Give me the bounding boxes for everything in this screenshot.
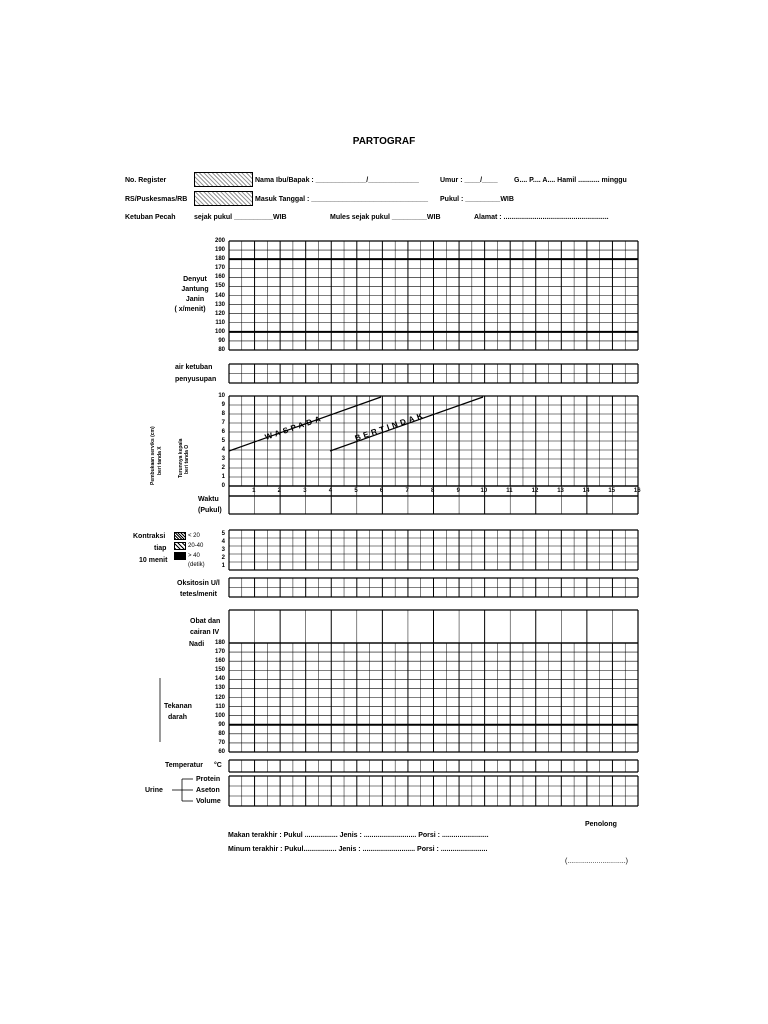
cervix-tick-4: 4 xyxy=(221,447,225,453)
sejak-field[interactable]: sejak pukul __________WIB xyxy=(194,214,287,221)
nadi-tick-80: 80 xyxy=(218,730,225,737)
hour-label-5: 5 xyxy=(354,488,358,494)
oksitosin-label-2: tetes/menit xyxy=(180,591,217,598)
djj-tick-180: 180 xyxy=(214,256,225,263)
nama-field[interactable]: Nama Ibu/Bapak : _____________/_____________ xyxy=(255,177,419,184)
djj-label-4: ( x/menit) xyxy=(174,306,206,313)
nadi-tick-120: 120 xyxy=(214,694,225,701)
djj-tick-140: 140 xyxy=(214,292,225,299)
kontraksi-label-2: tiap xyxy=(154,545,167,552)
cervix-tick-1: 1 xyxy=(221,474,225,480)
ketuban-label: Ketuban Pecah xyxy=(125,214,176,221)
waspada-text: WASPADA xyxy=(263,413,325,442)
nadi-tick-60: 60 xyxy=(218,749,225,755)
nadi-tick-100: 100 xyxy=(214,712,225,719)
kontraksi-tick-2: 2 xyxy=(221,555,225,561)
legend-2040: 20-40 xyxy=(188,543,204,549)
nadi-tick-160: 160 xyxy=(214,658,225,665)
cervix-tick-3: 3 xyxy=(221,456,225,462)
hour-label-7: 7 xyxy=(405,488,409,494)
nadi-label: Nadi xyxy=(189,641,205,648)
cervix-vlabel-1: Pembukaan serviks (cm) xyxy=(150,426,156,485)
nadi-tick-180: 180 xyxy=(214,640,225,646)
cervix-vlabel-4: beri tanda O xyxy=(184,444,190,474)
djj-tick-90: 90 xyxy=(218,337,225,344)
nadi-tick-170: 170 xyxy=(214,649,225,656)
hour-label-14: 14 xyxy=(582,488,590,494)
djj-label-3: Janin xyxy=(185,296,205,303)
djj-tick-200: 200 xyxy=(214,238,225,244)
urine-label: Urine xyxy=(145,787,163,794)
mules-field[interactable]: Mules sejak pukul _________WIB xyxy=(330,214,441,221)
nadi-tick-140: 140 xyxy=(214,676,225,683)
gpa-field[interactable]: G.... P.... A.... Hamil ........... minggu xyxy=(514,177,627,184)
bertindak-text: BERTINDAK xyxy=(353,410,427,443)
cervix-vlabel-2: beri tanda X xyxy=(157,446,163,475)
djj-tick-160: 160 xyxy=(214,274,225,281)
hour-label-15: 15 xyxy=(608,488,615,494)
obat-label-1: Obat dan xyxy=(190,618,221,625)
alamat-field[interactable]: Alamat : ...................................................... xyxy=(474,214,609,221)
hour-label-13: 13 xyxy=(557,488,564,494)
hour-label-9: 9 xyxy=(456,488,460,494)
temperatur-label: Temperatur xyxy=(165,762,203,769)
cervix-tick-2: 2 xyxy=(221,465,225,471)
djj-tick-130: 130 xyxy=(214,301,225,308)
cervix-tick-8: 8 xyxy=(221,411,225,417)
nadi-tick-90: 90 xyxy=(218,721,225,728)
djj-tick-80: 80 xyxy=(218,347,225,353)
kontraksi-tick-5: 5 xyxy=(221,531,225,537)
kontraksi-tick-1: 1 xyxy=(221,563,225,569)
urine-aseton-label: Aseton xyxy=(196,787,220,794)
hour-label-4: 4 xyxy=(328,488,333,494)
djj-tick-100: 100 xyxy=(214,328,225,335)
tekanan-label-1: Tekanan xyxy=(164,703,192,710)
djj-label-1: Denyut xyxy=(183,276,207,283)
register-label: No. Register xyxy=(125,177,167,184)
pukul-field[interactable]: Pukul : _________WIB xyxy=(440,196,514,203)
air-ketuban-label: air ketuban xyxy=(175,364,213,371)
cervix-tick-10: 10 xyxy=(218,393,225,399)
djj-tick-120: 120 xyxy=(214,310,225,317)
legend-gt40: > 40 xyxy=(188,553,200,559)
kontraksi-label-1: Kontraksi xyxy=(133,533,166,540)
masuk-field[interactable]: Masuk Tanggal : ______________________________ xyxy=(255,196,429,203)
cervix-vlabel-3: Turunnya kepala xyxy=(178,438,184,478)
cervix-tick-9: 9 xyxy=(221,402,225,408)
cervix-tick-6: 6 xyxy=(221,429,225,435)
urine-protein-label: Protein xyxy=(196,776,221,783)
makan-row[interactable]: Makan terakhir : Pukul ................. Jenis : ........................... Porsi : ........................ xyxy=(228,832,489,839)
djj-tick-110: 110 xyxy=(215,319,225,326)
oksitosin-label-1: Oksitosin U/l xyxy=(177,580,220,587)
obat-label-2: cairan IV xyxy=(190,629,220,636)
djj-tick-190: 190 xyxy=(214,247,225,254)
tekanan-label-2: darah xyxy=(168,714,188,721)
djj-label-2: Jantung xyxy=(181,286,209,293)
cervix-tick-5: 5 xyxy=(221,438,225,444)
page-title: PARTOGRAF xyxy=(352,136,416,147)
hour-label-2: 2 xyxy=(277,488,282,494)
waktu-label: Waktu xyxy=(198,496,219,503)
waktu-sub-label: (Pukul) xyxy=(198,507,222,514)
legend-lt20: < 20 xyxy=(188,533,200,539)
signature-line[interactable]: (..............................) xyxy=(565,858,629,865)
hour-label-10: 10 xyxy=(480,488,488,494)
minum-row[interactable]: Minum terakhir : Pukul................. Jenis : ........................... Porsi : ........................ xyxy=(228,846,488,853)
rs-label: RS/Puskesmas/RB xyxy=(125,196,188,203)
hour-label-8: 8 xyxy=(431,488,435,494)
hour-label-1: 1 xyxy=(252,488,256,494)
umur-field[interactable]: Umur : ____/____ xyxy=(440,177,498,184)
djj-tick-170: 170 xyxy=(214,265,225,272)
kontraksi-label-3: 10 menit xyxy=(139,557,168,564)
nadi-tick-150: 150 xyxy=(214,667,225,674)
djj-tick-150: 150 xyxy=(214,283,225,290)
hour-label-12: 12 xyxy=(531,488,539,494)
cervix-tick-7: 7 xyxy=(221,420,225,426)
hour-label-6: 6 xyxy=(379,488,384,494)
nadi-tick-130: 130 xyxy=(214,685,225,692)
penolong-label: Penolong xyxy=(585,821,617,828)
hour-label-16: 16 xyxy=(633,488,641,494)
hour-label-3: 3 xyxy=(303,488,307,494)
nadi-tick-70: 70 xyxy=(218,739,225,746)
kontraksi-tick-4: 4 xyxy=(221,539,225,545)
cervix-tick-0: 0 xyxy=(221,483,225,489)
kontraksi-tick-3: 3 xyxy=(221,547,225,553)
nadi-tick-110: 110 xyxy=(215,703,225,710)
temperatur-unit: °C xyxy=(214,762,222,769)
urine-volume-label: Volume xyxy=(196,798,221,805)
legend-detik: (detik) xyxy=(188,562,205,568)
penyusupan-label: penyusupan xyxy=(175,376,217,383)
hour-label-11: 11 xyxy=(506,488,513,494)
